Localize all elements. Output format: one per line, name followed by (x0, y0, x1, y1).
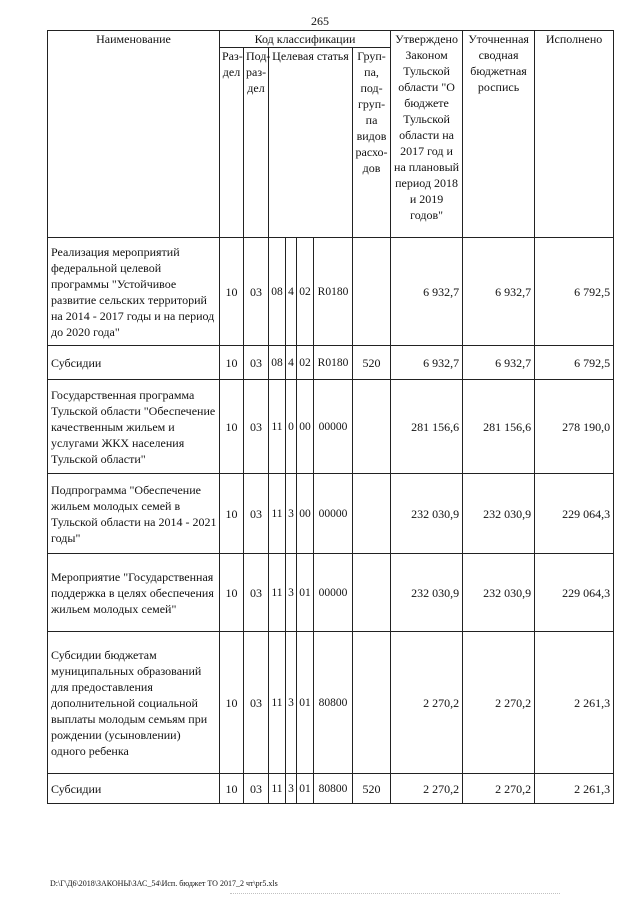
row-target-event: 02 (297, 346, 314, 380)
row-razdel: 10 (220, 346, 244, 380)
header-refined: Уточненная сводная бюджетная роспись (463, 31, 535, 238)
row-group (353, 380, 391, 474)
table-row (48, 474, 614, 554)
row-executed: 278 190,0 (535, 380, 614, 474)
row-razdel: 10 (220, 554, 244, 632)
row-target-subprogram: 3 (286, 774, 297, 804)
header-podrazdel: Под-раз-дел (244, 48, 269, 238)
row-approved: 6 932,7 (391, 238, 463, 346)
row-target-subprogram: 4 (286, 346, 297, 380)
row-group (353, 474, 391, 554)
row-target-program: 11 (269, 774, 286, 804)
row-approved: 2 270,2 (391, 774, 463, 804)
row-executed: 2 261,3 (535, 632, 614, 774)
row-name: Субсидии (48, 774, 220, 804)
row-target-program: 08 (269, 346, 286, 380)
row-approved: 232 030,9 (391, 554, 463, 632)
header-group: Груп-па, под-груп-па видов расхо-дов (353, 48, 391, 238)
row-target-subprogram: 4 (286, 238, 297, 346)
header-code-group: Код классификации (220, 31, 391, 48)
table-row (48, 380, 614, 474)
row-razdel: 10 (220, 238, 244, 346)
row-refined: 232 030,9 (463, 554, 535, 632)
row-approved: 281 156,6 (391, 380, 463, 474)
row-refined: 6 932,7 (463, 346, 535, 380)
row-razdel: 10 (220, 474, 244, 554)
row-target-direction: R0180 (314, 238, 353, 346)
scan-edge-artifact (230, 893, 560, 896)
row-target-program: 11 (269, 632, 286, 774)
row-group (353, 632, 391, 774)
row-name: Реализация мероприятий федеральной целевой программы "Устойчивое развитие сельских территорий на 2014 - 2017 годы и на период до 2020 года" (48, 238, 220, 346)
page-number: 265 (311, 14, 329, 28)
header-name: Наименование (48, 31, 220, 238)
row-target-program: 11 (269, 380, 286, 474)
row-group (353, 554, 391, 632)
header-razdel: Раз-дел (220, 48, 244, 238)
row-approved: 232 030,9 (391, 474, 463, 554)
row-podrazdel: 03 (244, 774, 269, 804)
header-target: Целевая статья (269, 48, 353, 238)
table-row (48, 238, 614, 346)
row-target-direction: R0180 (314, 346, 353, 380)
row-approved: 6 932,7 (391, 346, 463, 380)
row-target-subprogram: 3 (286, 554, 297, 632)
row-executed: 6 792,5 (535, 346, 614, 380)
row-target-event: 00 (297, 380, 314, 474)
row-target-direction: 80800 (314, 632, 353, 774)
row-razdel: 10 (220, 380, 244, 474)
row-refined: 2 270,2 (463, 632, 535, 774)
row-name: Мероприятие "Государственная поддержка в целях обеспечения жильем молодых семей" (48, 554, 220, 632)
row-target-direction: 00000 (314, 474, 353, 554)
row-razdel: 10 (220, 632, 244, 774)
row-group (353, 238, 391, 346)
row-executed: 6 792,5 (535, 238, 614, 346)
row-podrazdel: 03 (244, 346, 269, 380)
budget-table (47, 30, 614, 804)
row-target-subprogram: 3 (286, 474, 297, 554)
table-row (48, 774, 614, 804)
row-target-program: 08 (269, 238, 286, 346)
file-path-footer: D:\Г\Д6\2018\ЗАКОНЫ\ЗАС_54\Исп. бюджет ТО 2017_2 чт\pr5.xls (50, 879, 278, 888)
row-refined: 6 932,7 (463, 238, 535, 346)
row-name: Субсидии (48, 346, 220, 380)
row-group: 520 (353, 346, 391, 380)
row-target-event: 01 (297, 774, 314, 804)
row-target-subprogram: 3 (286, 632, 297, 774)
row-target-program: 11 (269, 474, 286, 554)
row-refined: 2 270,2 (463, 774, 535, 804)
table-row (48, 554, 614, 632)
row-approved: 2 270,2 (391, 632, 463, 774)
row-podrazdel: 03 (244, 632, 269, 774)
table-row (48, 632, 614, 774)
row-refined: 232 030,9 (463, 474, 535, 554)
row-target-event: 02 (297, 238, 314, 346)
row-name: Субсидии бюджетам муниципальных образований для предоставления дополнительной социальной выплаты молодым семьям при рождении (усыновлении) одного ребенка (48, 632, 220, 774)
row-target-subprogram: 0 (286, 380, 297, 474)
header-approved: Утверждено Законом Тульской области "О бюджете Тульской области на 2017 год и на плановый период 2018 и 2019 годов" (391, 31, 463, 238)
row-refined: 281 156,6 (463, 380, 535, 474)
row-executed: 229 064,3 (535, 554, 614, 632)
row-executed: 2 261,3 (535, 774, 614, 804)
row-executed: 229 064,3 (535, 474, 614, 554)
row-podrazdel: 03 (244, 380, 269, 474)
row-target-program: 11 (269, 554, 286, 632)
row-target-direction: 00000 (314, 380, 353, 474)
row-target-direction: 80800 (314, 774, 353, 804)
row-group: 520 (353, 774, 391, 804)
header-executed: Исполнено (535, 31, 614, 238)
row-podrazdel: 03 (244, 554, 269, 632)
row-podrazdel: 03 (244, 474, 269, 554)
row-target-event: 00 (297, 474, 314, 554)
row-target-event: 01 (297, 554, 314, 632)
row-target-event: 01 (297, 632, 314, 774)
table-row (48, 346, 614, 380)
row-name: Государственная программа Тульской области "Обеспечение качественным жильем и услугами ЖКХ населения Тульской области" (48, 380, 220, 474)
row-podrazdel: 03 (244, 238, 269, 346)
row-name: Подпрограмма "Обеспечение жильем молодых семей в Тульской области на 2014 - 2021 годы" (48, 474, 220, 554)
row-razdel: 10 (220, 774, 244, 804)
row-target-direction: 00000 (314, 554, 353, 632)
